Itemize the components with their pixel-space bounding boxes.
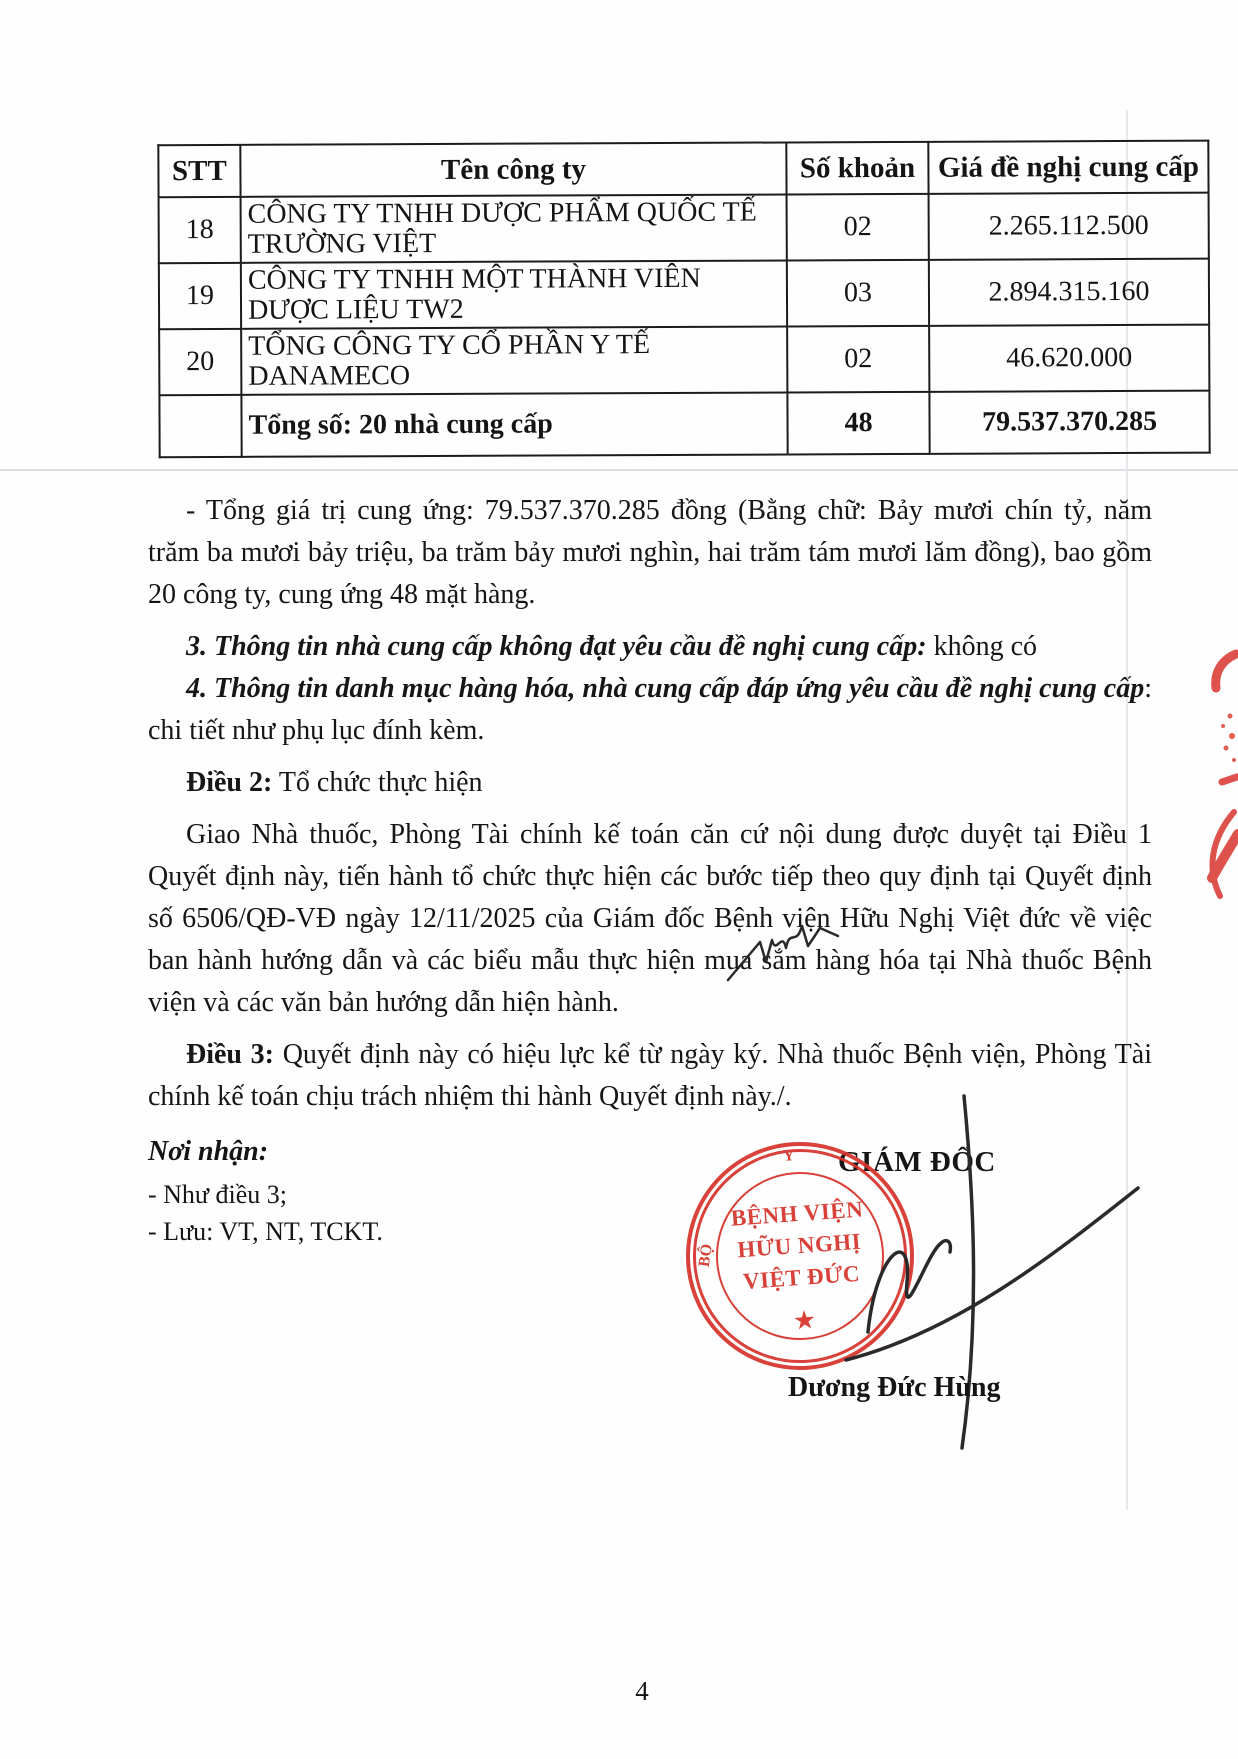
cell-total-so-khoan: 48 xyxy=(787,392,929,455)
recipients-line-1: - Như điều 3; xyxy=(148,1180,288,1209)
header-gia: Giá đề nghị cung cấp xyxy=(928,141,1208,194)
table-row xyxy=(159,193,1209,264)
supplier-table xyxy=(157,140,1200,458)
paragraph-total-value: - Tổng giá trị cung ứng: 79.537.370.285 đồng (Bằng chữ: Bảy mươi chín tỷ, năm trăm ba mươi bảy triệu, ba trăm bảy mươi nghìn, hai trăm tám mươi lăm đồng), bao gồm 20 công ty, cung ứng 48 mặt hàng. xyxy=(148,495,1152,610)
header-company: Tên công ty xyxy=(240,142,786,196)
cell-so-khoan: 02 xyxy=(787,194,929,261)
paragraph-item3 xyxy=(148,626,1152,668)
item4-tail: : chi tiết như phụ lục đính kèm. xyxy=(148,673,1152,746)
cell-stt: 19 xyxy=(159,263,241,329)
item3-lead: 3. Thông tin nhà cung cấp không đạt yêu cầu đề nghị cung cấp: xyxy=(186,631,927,662)
stamp-star-icon: ★ xyxy=(791,1305,818,1336)
recipients-block xyxy=(148,1136,508,1247)
cell-stt-empty xyxy=(159,395,241,457)
cell-gia: 2.894.315.160 xyxy=(929,259,1209,326)
paragraph-giao: Giao Nhà thuốc, Phòng Tài chính kế toán căn cứ nội dung được duyệt tại Điều 1 Quyết định này, tiến hành tổ chức thực hiện các bước tiếp theo quy định tại Quyết định số 6506/QĐ-VĐ ngày 12/11/2025 của Giám đốc Bệnh viện Hữu Nghị Việt đức về việc ban hành hướng dẫn và các biểu mẫu thực hiện mua sắm hàng hóa tại Nhà thuốc Bệnh viện và các văn bản hướng dẫn hiện hành. xyxy=(148,819,1152,1018)
signer-title: GIÁM ĐỐC xyxy=(838,1146,996,1178)
stamp-ring-text-left: BỘ xyxy=(695,1242,716,1269)
cell-total-label: Tổng số: 20 nhà cung cấp xyxy=(241,392,787,456)
edge-stamp-fragment-icon xyxy=(1190,630,1238,910)
cell-total-gia: 79.537.370.285 xyxy=(929,391,1209,454)
paragraph-item4 xyxy=(148,668,1152,752)
dieu2-lead: Điều 2: xyxy=(186,767,273,798)
cell-company: CÔNG TY TNHH MỘT THÀNH VIÊN DƯỢC LIỆU TW2 xyxy=(241,260,787,328)
item4-lead: 4. Thông tin danh mục hàng hóa, nhà cung cấp đáp ứng yêu cầu đề nghị cung cấp xyxy=(186,673,1145,704)
signer-name: Dương Đức Hùng xyxy=(788,1372,1001,1403)
stamp-line-1: BỆNH VIỆN xyxy=(730,1196,865,1231)
recipients-line-2: - Lưu: VT, NT, TCKT. xyxy=(148,1217,383,1246)
dieu2-tail: Tổ chức thực hiện xyxy=(272,767,483,798)
header-so-khoan: Số khoản xyxy=(786,142,928,195)
item3-tail: không có xyxy=(926,631,1037,662)
cell-so-khoan: 02 xyxy=(787,326,929,393)
dieu3-tail: Quyết định này có hiệu lực kể từ ngày ký. Nhà thuốc Bệnh viện, Phòng Tài chính kế toán chịu trách nhiệm thi hành Quyết định này./. xyxy=(148,1039,1152,1112)
page-number: 4 xyxy=(635,1676,649,1706)
paragraph-dieu2 xyxy=(148,762,1152,804)
cell-gia: 2.265.112.500 xyxy=(929,193,1209,260)
dieu3-lead: Điều 3: xyxy=(186,1039,275,1070)
table-row xyxy=(159,259,1209,330)
scan-fold-horizontal xyxy=(0,469,1238,471)
stamp-line-2: HỮU NGHỊ xyxy=(736,1228,862,1263)
cell-company: TỔNG CÔNG TY CỔ PHẦN Y TẾ DANAMECO xyxy=(241,326,787,394)
cell-company: CÔNG TY TNHH DƯỢC PHẨM QUỐC TẾ TRƯỜNG VIỆT xyxy=(241,194,787,262)
cell-gia: 46.620.000 xyxy=(929,325,1209,392)
header-stt: STT xyxy=(158,145,240,197)
cell-stt: 18 xyxy=(159,197,241,263)
stamp-ring-text-top: Y xyxy=(782,1147,796,1165)
cell-stt: 20 xyxy=(159,329,241,395)
table-header-row xyxy=(158,141,1208,198)
stamp-line-3: VIỆT ĐỨC xyxy=(742,1260,861,1295)
table-total-row xyxy=(159,391,1209,458)
table-row xyxy=(159,325,1209,396)
cell-so-khoan: 03 xyxy=(787,260,929,327)
recipients-title: Nơi nhận: xyxy=(148,1136,269,1167)
